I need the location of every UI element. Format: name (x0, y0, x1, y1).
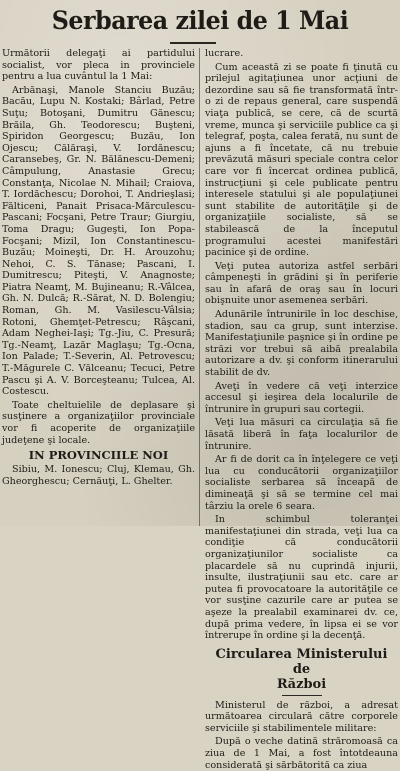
circular-paragraph-1: Cum această zi se poate fi ţinută cu prilejul agitaţiunea unor acţiuni de dezordine sau să fie transformată într-o zi de repaus general, care suspendă viaţa publică, se cere, că de scurtă vreme, munca şi serviciile publice ca şi telegraf, poşta, calea ferată, nu sunt de ajuns a fi încetate, că nu trebuie prevăzută măsuri speciale contra celor care vor fi încercat ordinea publică, instrucţiuni şi cele publicate pentru interesele statului şi ale populaţiunei sunt stabilite de autorităţile şi de organizaţiile socialiste, să se stabilească de la începutul programului acestei manifestări pacinice şi de ordine. (205, 61, 398, 259)
war-ministry-paragraph-1: Ministerul de război, a adresat următoarea circulară către corporele serviciile şi stabilimentele militare: (205, 699, 398, 734)
delegates-paragraph: Arbănaşi, Manole Stanciu Buzău; Bacău, Lupu N. Kostaki; Bârlad, Petre Suţu; Botoşani, Dumitru Gănescu; Brăila, Gh. Teodorescu; Buşteni, Spiridon Georgescu; Buzău, Ion Ojescu; Călăraşi, V. Iordănescu; Caransebeş, Gr. N. Bălănescu-Demeni; Câmpulung, Anastasie Grecu; Constanţa, Nicolae N. Mihail; Craiova, T. Iordăchescu; Dorohoi, T. Andrieşlasi; Fălticeni, Panait Prisaca-Mărculescu-Pascani; Focşani, Petre Traur; Giurgiu, Toma Dragu; Gugeşti, Ion Popa-Focşani; Mizil, Ion Constantinescu-Buzău; Moineşti, Dr. H. Arouzohu; Nehoi, C. S. Tănase; Pascani, I. Dumitrescu; Piteşti, V. Anagnoste; Piatra Neamţ, M. Bujineanu; R.-Vâlcea, Gh. N. Dulcă; R.-Sărat, N. D. Bolengiu; Roman, Gh. M. Vasilescu-Vâlsia; Rotoni, Ghemţet-Petrescu; Râşcani, Adam Neghei-Iaşi; Tg.-Jiu, C. Presură; Tg.-Neamţ, Lazăr Maglaşu; Tg.-Ocna, Ion Palade; T.-Severin, Al. Petrovescu; T.-Măgurele C. Vălceanu; Tecuci, Petre Pascu şi A. V. Borceşteanu; Tulcea, Al. Costescu. (2, 84, 195, 398)
section-title-war-ministry-line1: Circularea Ministerului de (215, 646, 388, 677)
new-provinces-paragraph: Sibiu, M. Ionescu; Cluj, Klemau, Gh. Gheorghescu; Cernăuţi, L. Ghelter. (2, 464, 195, 487)
circular-paragraph-7: In schimbul toleranţei manifestaţiunei din strada, veţi lua ca condiţie că conducătorii organizaţiunilor socialiste ca placardele să nu cuprindă injurii, insulte, ilustraţiunii sau etc. care ar putea fi provocatoare la autorităţile ce vor susţine cazurile care ar putea se aşeze la prealabil examinarei dv. ce, după prima vedere, în lipsa ei se vor întrerupe în ordine şi la decenţă. (205, 514, 398, 642)
column-divider (199, 48, 200, 526)
circular-paragraph-6: Ar fi de dorit ca în înţelegere ce veţi lua cu conducătorii organizaţiilor socialiste serbarea să înceapă de dimineaţă şi să se termine cel mai târziu la orele 6 seara. (205, 454, 398, 512)
section-rule (282, 695, 322, 696)
left-column (2, 48, 195, 526)
intro-paragraph: Următorii delegaţi ai partidului socialist, vor pleca in provinciele pentru a lua cuvântul la 1 Mai: (2, 48, 195, 83)
right-column (205, 48, 398, 771)
expenses-paragraph: Toate cheltuielile de deplasare şi susţinere a organizaţiilor provinciale vor fi acoperite de organizaţiile judeţene şi locale. (2, 399, 195, 446)
circular-paragraph-5: Veţi lua măsuri ca circulaţia să fie lăsată liberă în faţa localurilor de întrunire. (205, 417, 398, 452)
section-title-war-ministry-line2: Război (276, 676, 327, 692)
circular-paragraph-3: Adunările întrunirile în loc deschise, stadion, sau ca grup, sunt interzise. Manifestaţiunile paşnice şi în ordine pe străzi vor trebui să aibă prealabila autorizare a dv. şi conform itinerarului stabilit de dv. (205, 309, 398, 379)
headline-rule (170, 42, 216, 44)
page-headline: Serbarea zilei de 1 Mai (51, 5, 349, 35)
continuation-word: lucrare. (205, 48, 244, 59)
section-title-new-provinces: IN PROVINCIILE NOI (28, 448, 169, 463)
war-ministry-paragraph-2: După o veche datină străromoasă ca ziua de 1 Mai, a fost întotdeauna considerată şi sărbătorită ca ziua (205, 736, 398, 771)
circular-paragraph-4: Aveţi în vedere că veţi interzice accesul şi ieşirea dela localurile de întrunire în grupuri sau cortegii. (205, 380, 398, 415)
circular-paragraph-2: Veţi putea autoriza astfel serbări câmpeneşti în grădini şi în periferie sau în afară de oraş sau în locuri obişnuite unor asemenea serbări. (205, 260, 398, 307)
